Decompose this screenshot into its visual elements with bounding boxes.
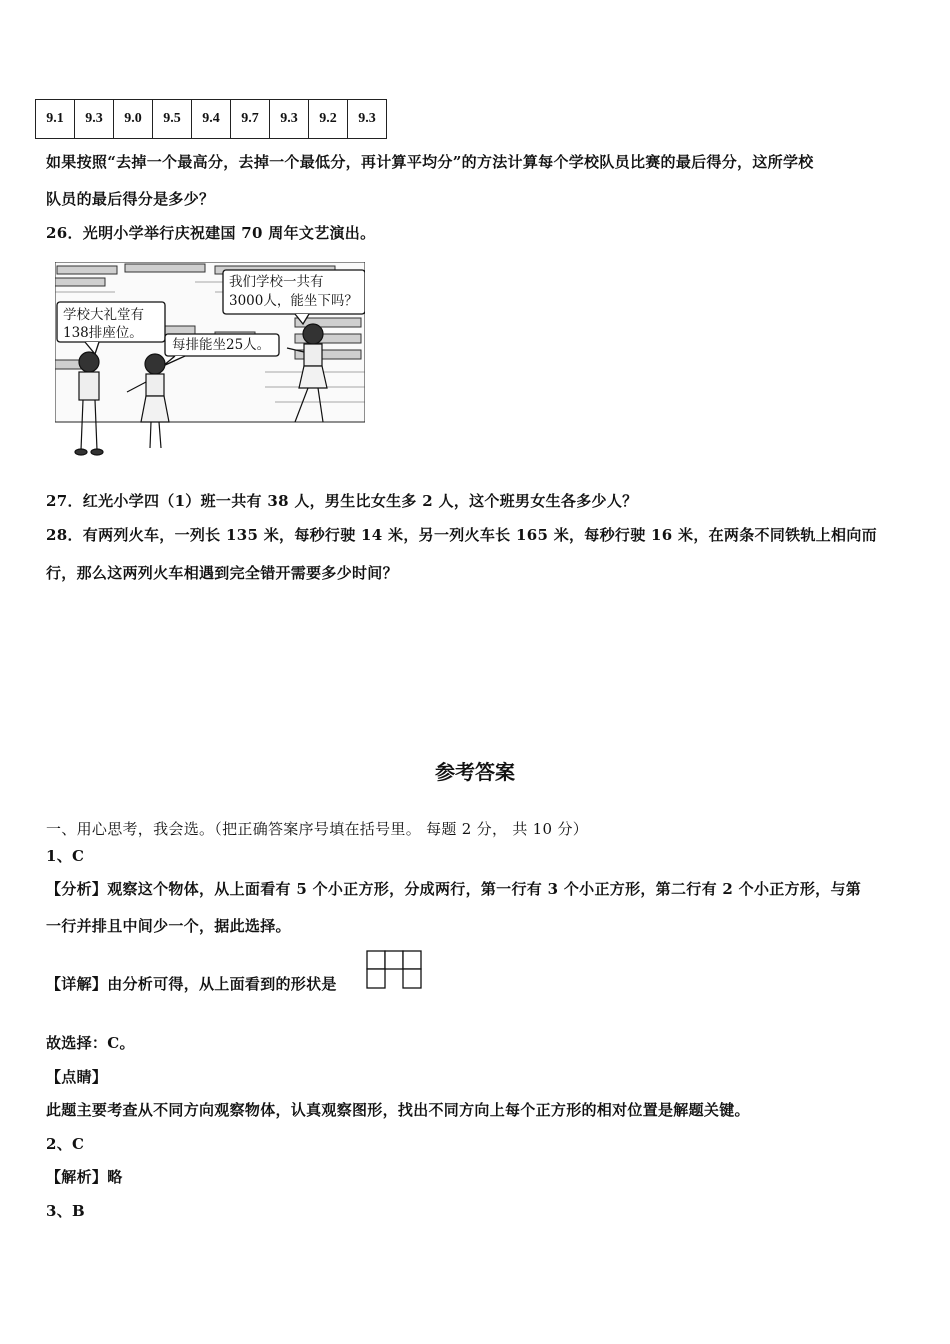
score-cell: 9.3 xyxy=(270,100,309,139)
score-row xyxy=(36,100,387,139)
auditorium-illustration xyxy=(55,262,365,458)
score-cell: 9.3 xyxy=(75,100,114,139)
bubble-school-total xyxy=(229,273,358,311)
q26-text: 26．光明小学举行庆祝建国 70 周年文艺演出。 xyxy=(46,224,376,242)
score-cell: 9.3 xyxy=(348,100,387,139)
q27-text: 27．红光小学四（1）班一共有 38 人，男生比女生多 2 人，这个班男女生各多少人？ xyxy=(46,492,638,510)
answer-1-analysis-line2: 一行并排且中间少一个，据此选择。 xyxy=(46,917,291,935)
answer-3: 3、B xyxy=(46,1202,86,1220)
score-cell: 9.1 xyxy=(36,100,75,139)
q28-text-line2: 行，那么这两列火车相遇到完全错开需要多少时间？ xyxy=(46,564,398,582)
answers-title: 参考答案 xyxy=(435,760,515,784)
score-cell: 9.2 xyxy=(309,100,348,139)
answer-1: 1、C xyxy=(46,847,85,865)
score-cell: 9.4 xyxy=(192,100,231,139)
score-cell: 9.7 xyxy=(231,100,270,139)
q25-text-line1: 如果按照“去掉一个最高分，去掉一个最低分，再计算平均分”的方法计算每个学校队员比赛的最后得分，这所学校 xyxy=(46,153,814,171)
bubble-school-total-line1: 我们学校一共有 xyxy=(229,274,324,290)
score-cell: 9.0 xyxy=(114,100,153,139)
answer-1-choice: 故选择：C。 xyxy=(46,1034,135,1052)
answer-1-tip-label: 【点睛】 xyxy=(46,1068,108,1086)
bubble-auditorium-line1: 学校大礼堂有 xyxy=(63,307,144,323)
answer-1-analysis-line1: 【分析】观察这个物体，从上面看有 5 个小正方形，分成两行，第一行有 3 个小正方形，第二行有 2 个小正方形，与第 xyxy=(46,880,862,898)
q28-text-line1: 28．有两列火车，一列长 135 米，每秒行驶 14 米，另一列火车长 165 米，每秒行驶 16 米，在两条不同铁轨上相向而 xyxy=(46,526,877,544)
bubble-school-total-line2: 3000人，能坐下吗？ xyxy=(229,293,358,309)
answer-1-detail: 【详解】由分析可得，从上面看到的形状是 xyxy=(46,975,337,993)
answer-1-tip: 此题主要考查从不同方向观察物体，认真观察图形，找出不同方向上每个正方形的相对位置是解题关键。 xyxy=(46,1101,750,1119)
bubble-per-row: 每排能坐25人。 xyxy=(172,337,271,353)
answer-2: 2、C xyxy=(46,1135,85,1153)
answer-2-analysis: 【解析】略 xyxy=(46,1168,123,1186)
top-view-shape-figure xyxy=(366,950,424,990)
score-table xyxy=(35,99,387,139)
section1-heading: 一、用心思考，我会选。（把正确答案序号填在括号里。 每题 2 分， 共 10 分） xyxy=(46,820,589,838)
bubble-auditorium-line2: 138排座位。 xyxy=(63,325,143,341)
q25-text-line2: 队员的最后得分是多少？ xyxy=(46,190,215,208)
bubble-auditorium xyxy=(63,306,144,342)
score-cell: 9.5 xyxy=(153,100,192,139)
